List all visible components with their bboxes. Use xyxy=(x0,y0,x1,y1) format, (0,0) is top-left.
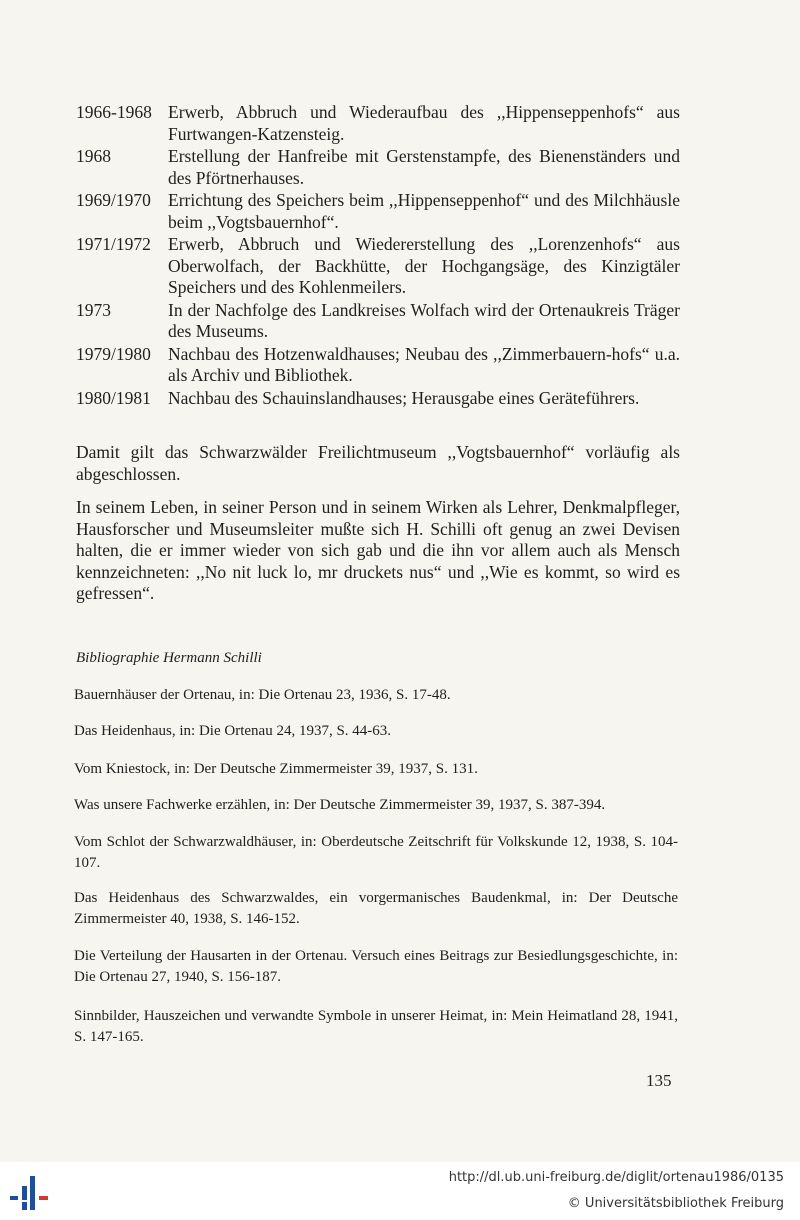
chronology-year: 1968 xyxy=(76,146,111,166)
chronology-year: 1971/1972 xyxy=(76,234,151,254)
logo-bar-center xyxy=(30,1176,35,1210)
chronology-text: Errichtung des Speichers beim ,,Hippenseppenhof“ und des Milchhäusle beim ,,Vogtsbauernhof“. xyxy=(168,190,680,232)
copyright-notice: © Universitätsbibliothek Freiburg xyxy=(567,1196,784,1211)
body-paragraph: Damit gilt das Schwarzwälder Freilichtmuseum ,,Vogtsbauernhof“ vorläufig als abgeschlossen. xyxy=(76,442,680,484)
logo-bar-left xyxy=(10,1196,18,1200)
bibliography-entry: Was unsere Fachwerke erzählen, in: Der Deutsche Zimmermeister 39, 1937, S. 387-394. xyxy=(74,797,606,813)
bibliography-entry: Vom Schlot der Schwarzwaldhäuser, in: Oberdeutsche Zeitschrift für Volkskunde 12, 1938, S. 104-107. xyxy=(74,834,678,871)
chronology-text: Erstellung der Hanfreibe mit Gerstenstampfe, des Bienenständers und des Pförtnerhauses. xyxy=(168,146,680,188)
chronology-year: 1973 xyxy=(76,299,111,320)
page-number: 135 xyxy=(646,1071,672,1090)
chronology-year: 1966-1968 xyxy=(76,102,152,122)
bibliography-entry: Bauernhäuser der Ortenau, in: Die Ortenau 23, 1936, S. 17-48. xyxy=(74,687,451,703)
logo-bar-right xyxy=(39,1196,48,1200)
bibliography-entry: Das Heidenhaus des Schwarzwaldes, ein vorgermanisches Baudenkmal, in: Der Deutsche Zimmermeister 40, 1938, S. 146-152. xyxy=(74,890,678,927)
chronology-year: 1979/1980 xyxy=(76,343,151,364)
chronology-list xyxy=(76,102,680,410)
chronology-row xyxy=(76,300,680,343)
bibliography-entry: Vom Kniestock, in: Der Deutsche Zimmermeister 39, 1937, S. 131. xyxy=(74,761,478,777)
chronology-text: Erwerb, Abbruch und Wiedererstellung des ,,Lorenzenhofs“ aus Oberwolfach, der Backhütte, der Hochgangsäge, des Kinzigtäler Speichers und des Kohlenmeilers. xyxy=(168,234,680,297)
chronology-year: 1969/1970 xyxy=(76,190,151,210)
chronology-text: In der Nachfolge des Landkreises Wolfach wird der Ortenaukreis Träger des Museums. xyxy=(168,299,680,341)
chronology-row xyxy=(76,102,680,145)
viewer-footer xyxy=(0,1162,800,1220)
chronology-row xyxy=(76,388,680,410)
bibliography-entry: Sinnbilder, Hauszeichen und verwandte Symbole in unserer Heimat, in: Mein Heimatland 28, 1941, S. 147-165. xyxy=(74,1008,678,1045)
ub-freiburg-logo-icon xyxy=(10,1172,52,1214)
logo-bar-center-top xyxy=(22,1186,27,1200)
chronology-year: 1980/1981 xyxy=(76,387,151,408)
chronology-text: Erwerb, Abbruch und Wiederaufbau des ,,Hippenseppenhofs“ aus Furtwangen-Katzensteig. xyxy=(168,102,680,144)
bibliography-entry: Das Heidenhaus, in: Die Ortenau 24, 1937, S. 44-63. xyxy=(74,723,392,739)
permalink-url[interactable]: http://dl.ub.uni-freiburg.de/diglit/ortenau1986/0135 xyxy=(448,1170,784,1185)
body-paragraph: In seinem Leben, in seiner Person und in seinem Wirken als Lehrer, Denkmalpfleger, Hausforscher und Museumsleiter mußte sich H. Schilli oft genug an zwei Devisen halten, die er immer wieder von sich gab und die ihn vor allem auch als Mensch kennzeichneten: ,,No nit luck lo, mr druckets nus“ und ,,Wie es kommt, so wird es gefressen“. xyxy=(76,497,680,603)
chronology-row xyxy=(76,190,680,233)
chronology-text: Nachbau des Schauinslandhauses; Herausgabe eines Geräteführers. xyxy=(168,387,640,408)
chronology-text: Nachbau des Hotzenwaldhauses; Neubau des ,,Zimmerbauern-hofs“ u.a. als Archiv und Bibliothek. xyxy=(168,343,680,385)
chronology-row xyxy=(76,234,680,299)
chronology-row xyxy=(76,344,680,387)
logo-bar-center-bottom xyxy=(22,1202,27,1210)
bibliography-entry: Die Verteilung der Hausarten in der Ortenau. Versuch eines Beitrags zur Besiedlungsgeschichte, in: Die Ortenau 27, 1940, S. 156-187. xyxy=(74,948,678,985)
chronology-row xyxy=(76,146,680,189)
bibliography-heading: Bibliographie Hermann Schilli xyxy=(76,650,262,666)
